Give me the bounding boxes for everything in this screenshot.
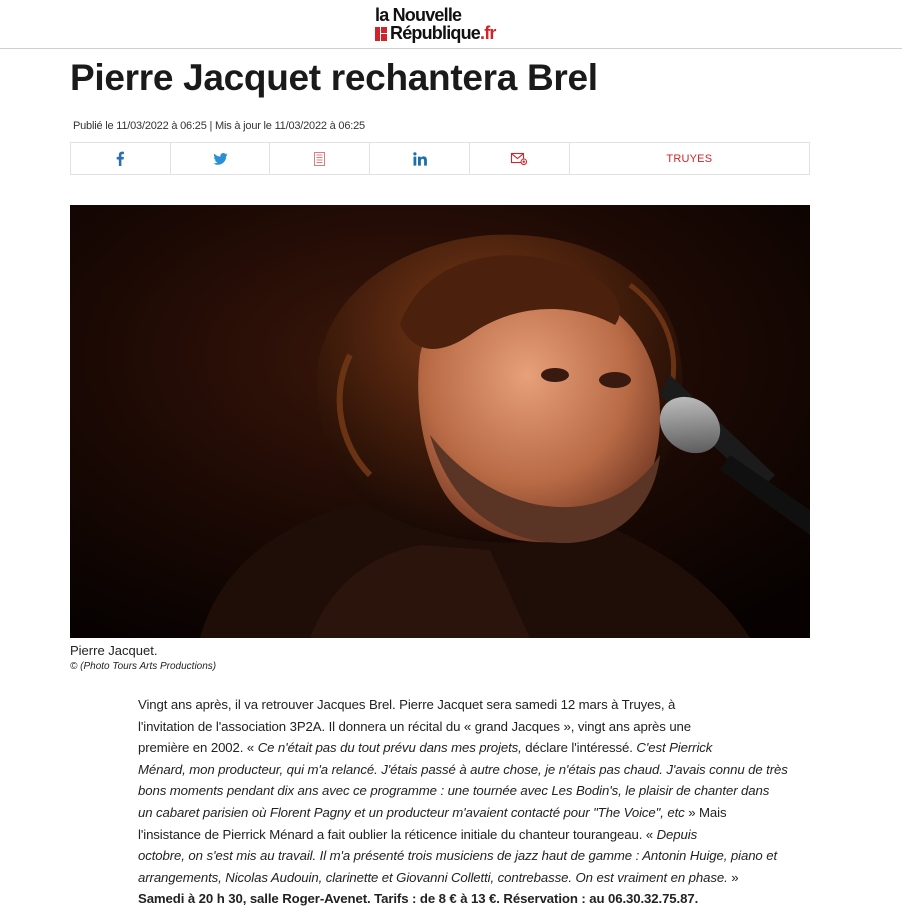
body-line <box>138 867 750 889</box>
publish-date: Publié le 11/03/2022 à 06:25 | Mis à jour le 11/03/2022 à 06:25 <box>73 120 365 132</box>
body-text: première en 2002. « <box>138 740 258 756</box>
linkedin-icon <box>413 152 427 166</box>
article-body <box>138 694 788 910</box>
quote-text: C'est Pierrick <box>636 740 713 756</box>
quote-text: arrangements, Nicolas Audouin, clarinette et Giovanni Colletti, contrebasse. On est vraiment en phase. <box>138 869 728 885</box>
logo-tld: .fr <box>480 23 496 43</box>
body-line: Vingt ans après, il va retrouver Jacques Brel. Pierre Jacquet sera samedi 12 mars à Truyes, à <box>138 697 676 712</box>
logo-line-1: la Nouvelle <box>375 5 462 25</box>
logo-mark-icon <box>375 27 387 41</box>
photo-credit: © (Photo Tours Arts Productions) <box>70 661 217 672</box>
share-linkedin-button[interactable] <box>370 143 470 174</box>
body-line: bons moments pendant dix ans avec ce programme : une tournée avec Les Bodin's, le plaisir de chanter dans <box>138 783 770 799</box>
share-email-button[interactable] <box>470 143 570 174</box>
body-line: Ménard, mon producteur, qui m'a relancé. J'étais passé à autre chose, je n'étais pas chaud. J'avais connu de très <box>138 761 788 777</box>
logo-text: République <box>390 23 480 43</box>
event-info-line: Samedi à 20 h 30, salle Roger-Avenet. Tarifs : de 8 € à 13 €. Réservation : au 06.30.32.75.87. <box>138 891 699 907</box>
body-text: déclare l'intéressé. <box>521 740 637 756</box>
quote-text: Depuis <box>656 826 698 842</box>
facebook-icon <box>115 151 125 166</box>
print-icon <box>314 152 325 166</box>
body-line <box>138 737 750 759</box>
logo-line-2 <box>375 23 496 43</box>
body-text: » <box>727 869 739 885</box>
body-line: l'invitation de l'association 3P2A. Il donnera un récital du « grand Jacques », vingt ans après une <box>138 718 692 734</box>
twitter-icon <box>213 153 228 165</box>
city-tag-label: TRUYES <box>666 152 713 165</box>
body-text: » Mais <box>684 804 727 820</box>
body-line <box>138 802 750 824</box>
site-logo[interactable] <box>373 5 513 45</box>
share-twitter-button[interactable] <box>171 143 271 174</box>
email-icon <box>511 152 527 165</box>
print-button[interactable] <box>270 143 370 174</box>
city-tag-link[interactable] <box>570 143 809 174</box>
share-bar <box>70 142 810 175</box>
share-facebook-button[interactable] <box>71 143 171 174</box>
body-text: l'insistance de Pierrick Ménard a fait oublier la réticence initiale du chanteur tourangeau. « <box>138 826 657 842</box>
singer-photo-illustration <box>70 205 810 638</box>
article-photo <box>70 205 810 638</box>
quote-text: un cabaret parisien où Florent Pagny et un producteur m'avaient contacté pour "The Voice", etc <box>138 804 685 820</box>
photo-caption: Pierre Jacquet. <box>70 643 158 658</box>
quote-text: Ce n'était pas du tout prévu dans mes projets, <box>257 740 522 756</box>
body-line: octobre, on s'est mis au travail. Il m'a présenté trois musiciens de jazz haut de gamme : Antonin Huige, piano et <box>138 848 778 864</box>
body-line <box>138 824 750 846</box>
site-header <box>0 0 902 49</box>
article-title: Pierre Jacquet rechantera Brel <box>70 57 598 98</box>
